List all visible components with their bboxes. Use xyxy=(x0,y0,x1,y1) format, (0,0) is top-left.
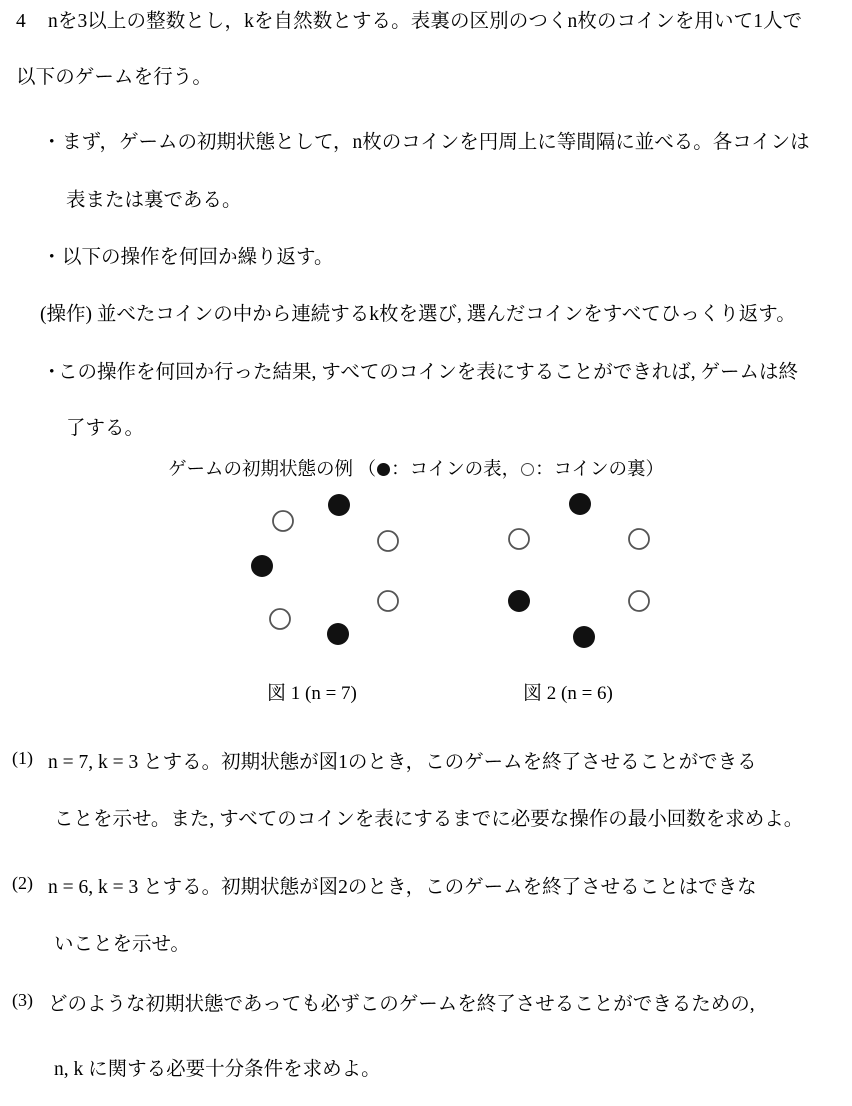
figure-2-caption: 図 2 (n = 6) xyxy=(523,683,613,704)
figure-2-coin-2-open xyxy=(629,529,649,549)
figure-1-coin-6-filled xyxy=(251,555,273,577)
question-2-line-1: n = 6, k = 3 とする。初期状態が図2のとき，このゲームを終了させることはできな xyxy=(48,877,757,898)
bullet-marker-3: ・ xyxy=(42,362,62,383)
question-1-line-2: ことを示せ。また, すべてのコインを表にするまでに必要な操作の最小回数を求めよ。 xyxy=(54,809,804,830)
operation-definition: (操作) 並べたコインの中から連続するk枚を選び, 選んだコインをすべてひっくり返す。 xyxy=(40,304,796,325)
bullet-3-line-2: 了する。 xyxy=(66,418,145,439)
figure-1-coin-4-filled xyxy=(327,623,349,645)
figure-2-coin-1-filled xyxy=(569,493,591,515)
intro-text-line-1: nを3以上の整数とし，kを自然数とする。表裏の区別のつくn枚のコインを用いて1人で xyxy=(48,11,803,32)
question-3-line-2: n, k に関する必要十分条件を求めよ。 xyxy=(54,1059,381,1080)
figure-block xyxy=(0,450,852,704)
intro-text-line-2: 以下のゲームを行う。 xyxy=(16,67,213,88)
problem-number: 4 xyxy=(16,11,26,32)
bullet-marker-2: ・ xyxy=(42,247,62,268)
figure-1-coin-3-open xyxy=(378,591,398,611)
legend-prefix-text: ゲームの初期状態の例 （ xyxy=(168,460,377,480)
figure-1-coin-7-open xyxy=(273,511,293,531)
question-2-line-2: いことを示せ。 xyxy=(54,934,190,955)
question-1-line-1: n = 7, k = 3 とする。初期状態が図1のとき，このゲームを終了させることができる xyxy=(48,752,757,773)
figure-2-coin-4-filled xyxy=(573,626,595,648)
bullet-marker-1: ・ xyxy=(42,132,62,153)
bullet-2-line-1: 以下の操作を何回か繰り返す。 xyxy=(62,247,334,268)
question-3-line-1: どのような初期状態であっても必ずこのゲームを終了させることができるための, xyxy=(48,994,755,1015)
figure-2-coin-3-open xyxy=(629,591,649,611)
coin-diagrams-svg xyxy=(0,450,852,690)
figure-1-coin-2-open xyxy=(378,531,398,551)
figure-1-coins xyxy=(251,494,398,645)
legend-suffix-text: ：コインの裏） xyxy=(535,460,665,480)
question-2-label: (2) xyxy=(12,873,33,893)
bullet-1-line-2: 表または裏である。 xyxy=(66,190,242,211)
figure-2-coins xyxy=(508,493,649,648)
bullet-3-line-1: この操作を何回か行った結果, すべてのコインを表にすることができれば, ゲームは終 xyxy=(58,362,799,383)
figure-1-coin-5-open xyxy=(270,609,290,629)
bullet-1-line-1: まず，ゲームの初期状態として，n枚のコインを円周上に等間隔に並べる。各コインは xyxy=(62,132,810,153)
figure-1-caption: 図 1 (n = 7) xyxy=(267,683,357,704)
figure-2-coin-6-open xyxy=(509,529,529,549)
question-1-label: (1) xyxy=(12,748,33,768)
legend-middle-text: ：コインの表， xyxy=(391,460,521,480)
question-3-label: (3) xyxy=(12,990,33,1010)
figure-1-coin-1-filled xyxy=(328,494,350,516)
figure-2-coin-5-filled xyxy=(508,590,530,612)
